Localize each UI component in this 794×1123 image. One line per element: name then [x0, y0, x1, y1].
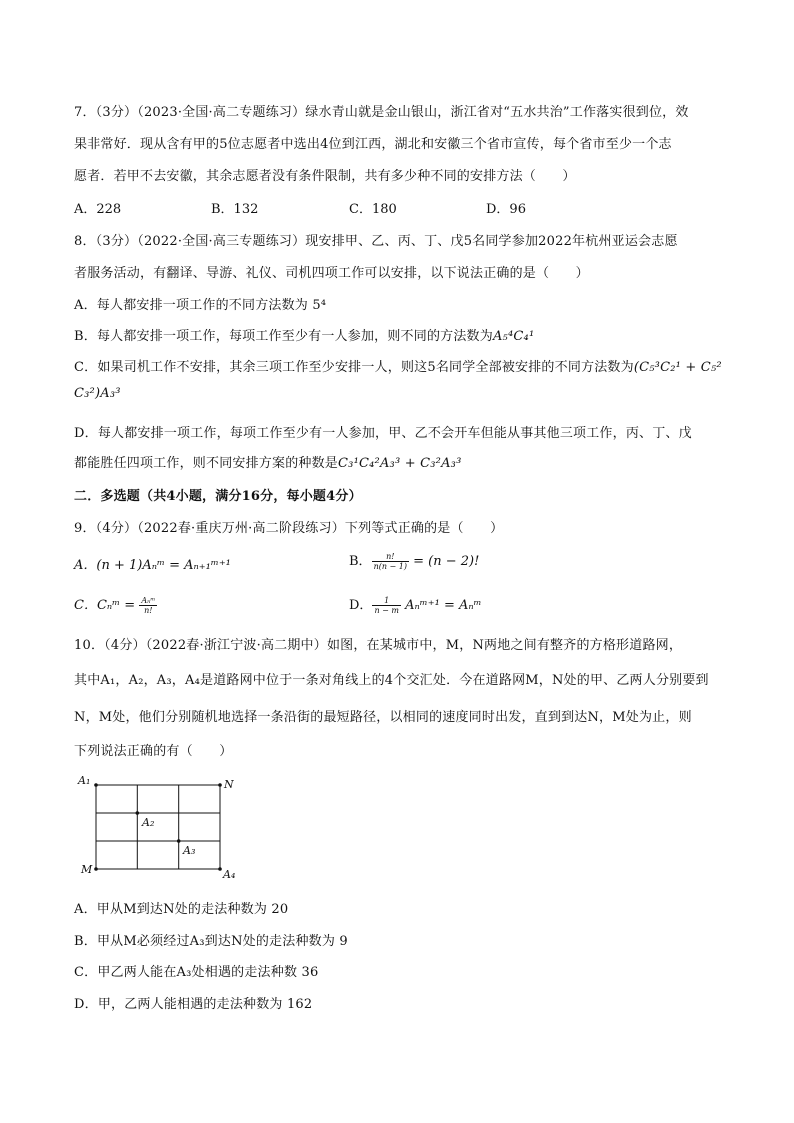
q9-option-a: A．(n + 1)Aₙᵐ = Aₙ₊₁ᵐ⁺¹ — [74, 558, 231, 573]
section-heading: 二．多选题（共4小题，满分16分，每小题4分） — [74, 489, 362, 504]
road-grid-figure — [74, 772, 244, 882]
q8-option-a: A．每人都安排一项工作的不同方法数为 5⁴ — [74, 298, 327, 313]
label-n: N — [224, 778, 234, 791]
q7-line-1: 7．（3分）（2023·全国·高二专题练习）绿水青山就是金山银山，浙江省对“五水共治”工作落实很到位，效 — [74, 105, 689, 120]
q7-option-b: B．132 — [211, 202, 259, 217]
q10-line-3: N，M处，他们分别随机地选择一条沿街的最短路径，以相同的速度同时出发，直到到达N，M处为止，则 — [74, 710, 692, 725]
q9-option-b-rest: = (n − 2)! — [413, 554, 480, 569]
q9-option-c-fraction — [139, 596, 157, 615]
q9-option-d-label: D． — [349, 598, 373, 613]
q9-option-c-numerator: Aₙᵐ — [141, 596, 156, 605]
point-a3 — [177, 839, 181, 843]
q8-option-c-text: C．如果司机工作不安排，其余三项工作至少安排一人，则这5名同学全部被安排的不同方法数为 — [74, 360, 634, 375]
point-m — [94, 867, 98, 871]
q10-line-4: 下列说法正确的有（ ） — [74, 744, 233, 759]
q8-line-1: 8．（3分）（2022·全国·高三专题练习）现安排甲、乙、丙、丁、戊5名同学参加2022年杭州亚运会志愿 — [74, 234, 678, 249]
q9-option-c — [74, 594, 157, 615]
q9-option-c-label: C．Cₙᵐ = — [74, 598, 136, 613]
q9-option-b-denominator: n(n − 1) — [373, 562, 407, 571]
q9-option-b-numerator: n! — [372, 552, 409, 562]
point-a2 — [136, 811, 140, 815]
q8-option-d-line-1: D．每人都安排一项工作，每项工作至少有一人参加，甲、乙不会开车但能从事其他三项工作，丙、丁、戊 — [74, 426, 692, 441]
q8-option-b-formula: A₅⁴C₄¹ — [492, 329, 535, 344]
grid-points — [94, 783, 222, 871]
q8-option-d-formula: C₃¹C₄²A₃³ + C₃²A₃³ — [338, 456, 462, 471]
label-m: M — [81, 863, 93, 876]
q8-option-d-line-2 — [74, 452, 462, 471]
q10-line-1: 10．（4分）（2022春·浙江宁波·高二期中）如图，在某城市中，M，N两地之间有整齐的方格形道路网， — [74, 638, 683, 653]
q9-option-d — [349, 594, 482, 615]
point-a4 — [218, 867, 222, 871]
grid-lines — [96, 785, 220, 869]
q9-option-c-denominator: n! — [144, 606, 153, 615]
label-a3: A₃ — [183, 844, 196, 857]
point-a1 — [94, 783, 98, 787]
q9-option-b-label: B． — [349, 554, 372, 569]
q8-option-c-formula-1: (C₅³C₂¹ + C₅² — [633, 360, 722, 375]
q8-option-b — [74, 325, 534, 344]
q10-option-d: D．甲，乙两人能相遇的走法种数为 162 — [74, 997, 313, 1012]
q8-option-d-text: 都能胜任四项工作，则不同安排方案的种数是 — [74, 456, 339, 471]
q9-option-d-denominator: n − m — [374, 606, 399, 615]
grid-outer-rect — [96, 785, 220, 869]
q8-option-c-formula-2: C₃²)A₃³ — [74, 386, 121, 401]
q10-option-b: B．甲从M必须经过A₃到达N处的走法种数为 9 — [74, 934, 348, 949]
label-a1: A₁ — [78, 774, 91, 787]
q8-option-c-cont — [74, 386, 121, 401]
q7-option-a: A．228 — [74, 202, 122, 217]
q9-option-b-fraction — [372, 552, 409, 571]
q9-option-d-fraction — [372, 596, 401, 615]
q7-line-3: 愿者．若甲不去安徽，其余志愿者没有条件限制，共有多少种不同的安排方法（ ） — [74, 169, 576, 184]
q7-line-2: 果非常好．现从含有甲的5位志愿者中选出4位到江西，湖北和安徽三个省市宣传，每个省市至少一个志 — [74, 137, 672, 152]
q9-line-1: 9．（4分）（2022春·重庆万州·高二阶段练习）下列等式正确的是（ ） — [74, 521, 504, 536]
q10-option-a: A．甲从M到达N处的走法种数为 20 — [74, 902, 289, 917]
q10-line-2: 其中A₁，A₂，A₃，A₄是道路网中位于一条对角线上的4个交汇处．今在道路网M，N处的甲、乙两人分别要到 — [74, 673, 709, 688]
q9-option-d-rest: Aₙᵐ⁺¹ = Aₙᵐ — [405, 598, 482, 613]
q8-option-c — [74, 356, 722, 375]
label-a2: A₂ — [142, 816, 155, 829]
q7-option-c: C．180 — [349, 202, 397, 217]
point-n — [218, 783, 222, 787]
q9-option-d-numerator: 1 — [372, 596, 401, 606]
q9-option-b — [349, 550, 479, 571]
q10-option-c: C．甲乙两人能在A₃处相遇的走法种数 36 — [74, 965, 319, 980]
label-a4: A₄ — [223, 868, 236, 881]
q8-line-2: 者服务活动，有翻译、导游、礼仪、司机四项工作可以安排，以下说法正确的是（ ） — [74, 266, 589, 281]
q8-option-b-text: B．每人都安排一项工作，每项工作至少有一人参加，则不同的方法数为 — [74, 329, 493, 344]
q7-option-d: D．96 — [486, 202, 526, 217]
